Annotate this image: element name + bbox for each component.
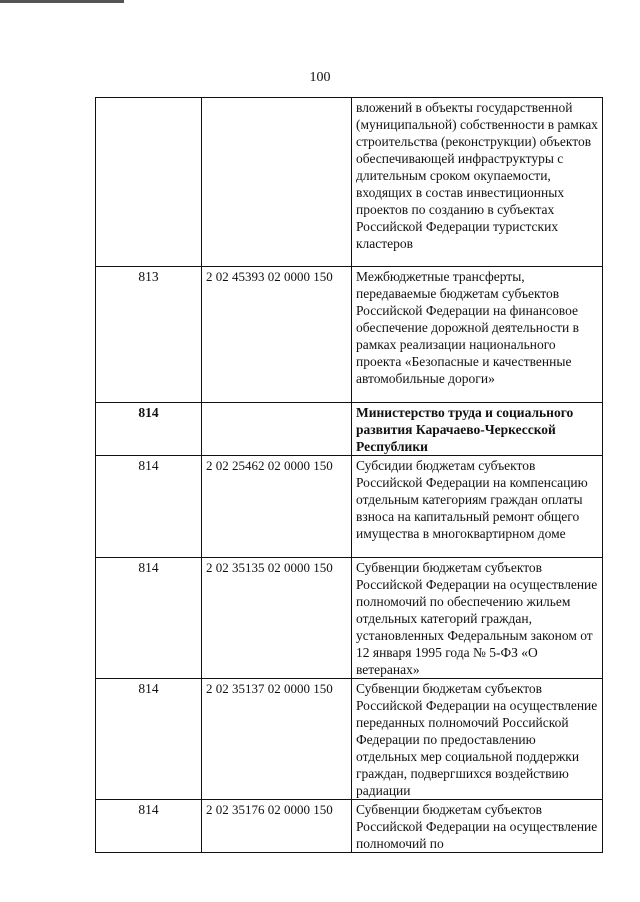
admin-code-cell: 813 [96,267,202,403]
table-row-ministry-header [96,403,603,456]
admin-code-cell: 814 [96,679,202,800]
table-row [96,267,603,403]
income-name-cell: Субвенции бюджетам субъектов Российской Федерации на осуществление полномочий по [352,800,603,853]
budget-code-cell [202,403,352,456]
table-row [96,456,603,558]
budget-code-cell: 2 02 35137 02 0000 150 [202,679,352,800]
budget-code-cell: 2 02 25462 02 0000 150 [202,456,352,558]
admin-code-cell [96,98,202,267]
ministry-name-cell: Министерство труда и социального развития Карачаево-Черкесской Республики [352,403,603,456]
admin-code-cell: 814 [96,456,202,558]
income-name-cell: вложений в объекты государственной (муниципальной) собственности в рамках строительства (реконструкции) объектов обеспечивающей инфраструктуры с длительным сроком окупаемости, входящих в состав инвестиционных проектов по созданию в субъектах Российской Федерации туристских кластеров [352,98,603,267]
budget-code-cell [202,98,352,267]
budget-code-cell: 2 02 35176 02 0000 150 [202,800,352,853]
income-name-cell: Субвенции бюджетам субъектов Российской Федерации на осуществление полномочий по обеспечению жильем отдельных категорий граждан, установленных Федеральным законом от 12 января 1995 года № 5-ФЗ «О ветеранах» [352,558,603,679]
income-name-cell: Межбюджетные трансферты, передаваемые бюджетам субъектов Российской Федерации на финансовое обеспечение дорожной деятельности в рамках реализации национального проекта «Безопасные и качественные автомобильные дороги» [352,267,603,403]
admin-code-cell: 814 [96,558,202,679]
income-name-cell: Субвенции бюджетам субъектов Российской Федерации на осуществление переданных полномочий Российской Федерации по предоставлению отдельных мер социальной поддержки граждан, подвергшихся воздействию радиации [352,679,603,800]
admin-code-cell: 814 [96,800,202,853]
income-name-cell: Субсидии бюджетам субъектов Российской Федерации на компенсацию отдельным категориям граждан оплаты взноса на капитальный ремонт общего имущества в многоквартирном доме [352,456,603,558]
budget-code-cell: 2 02 35135 02 0000 150 [202,558,352,679]
table-row [96,800,603,853]
budget-code-cell: 2 02 45393 02 0000 150 [202,267,352,403]
budget-code-table [95,97,603,853]
table-row [96,98,603,267]
admin-code-cell: 814 [96,403,202,456]
table-row [96,558,603,679]
scan-edge-mark [0,0,124,3]
table-row [96,679,603,800]
page-number: 100 [309,70,331,85]
